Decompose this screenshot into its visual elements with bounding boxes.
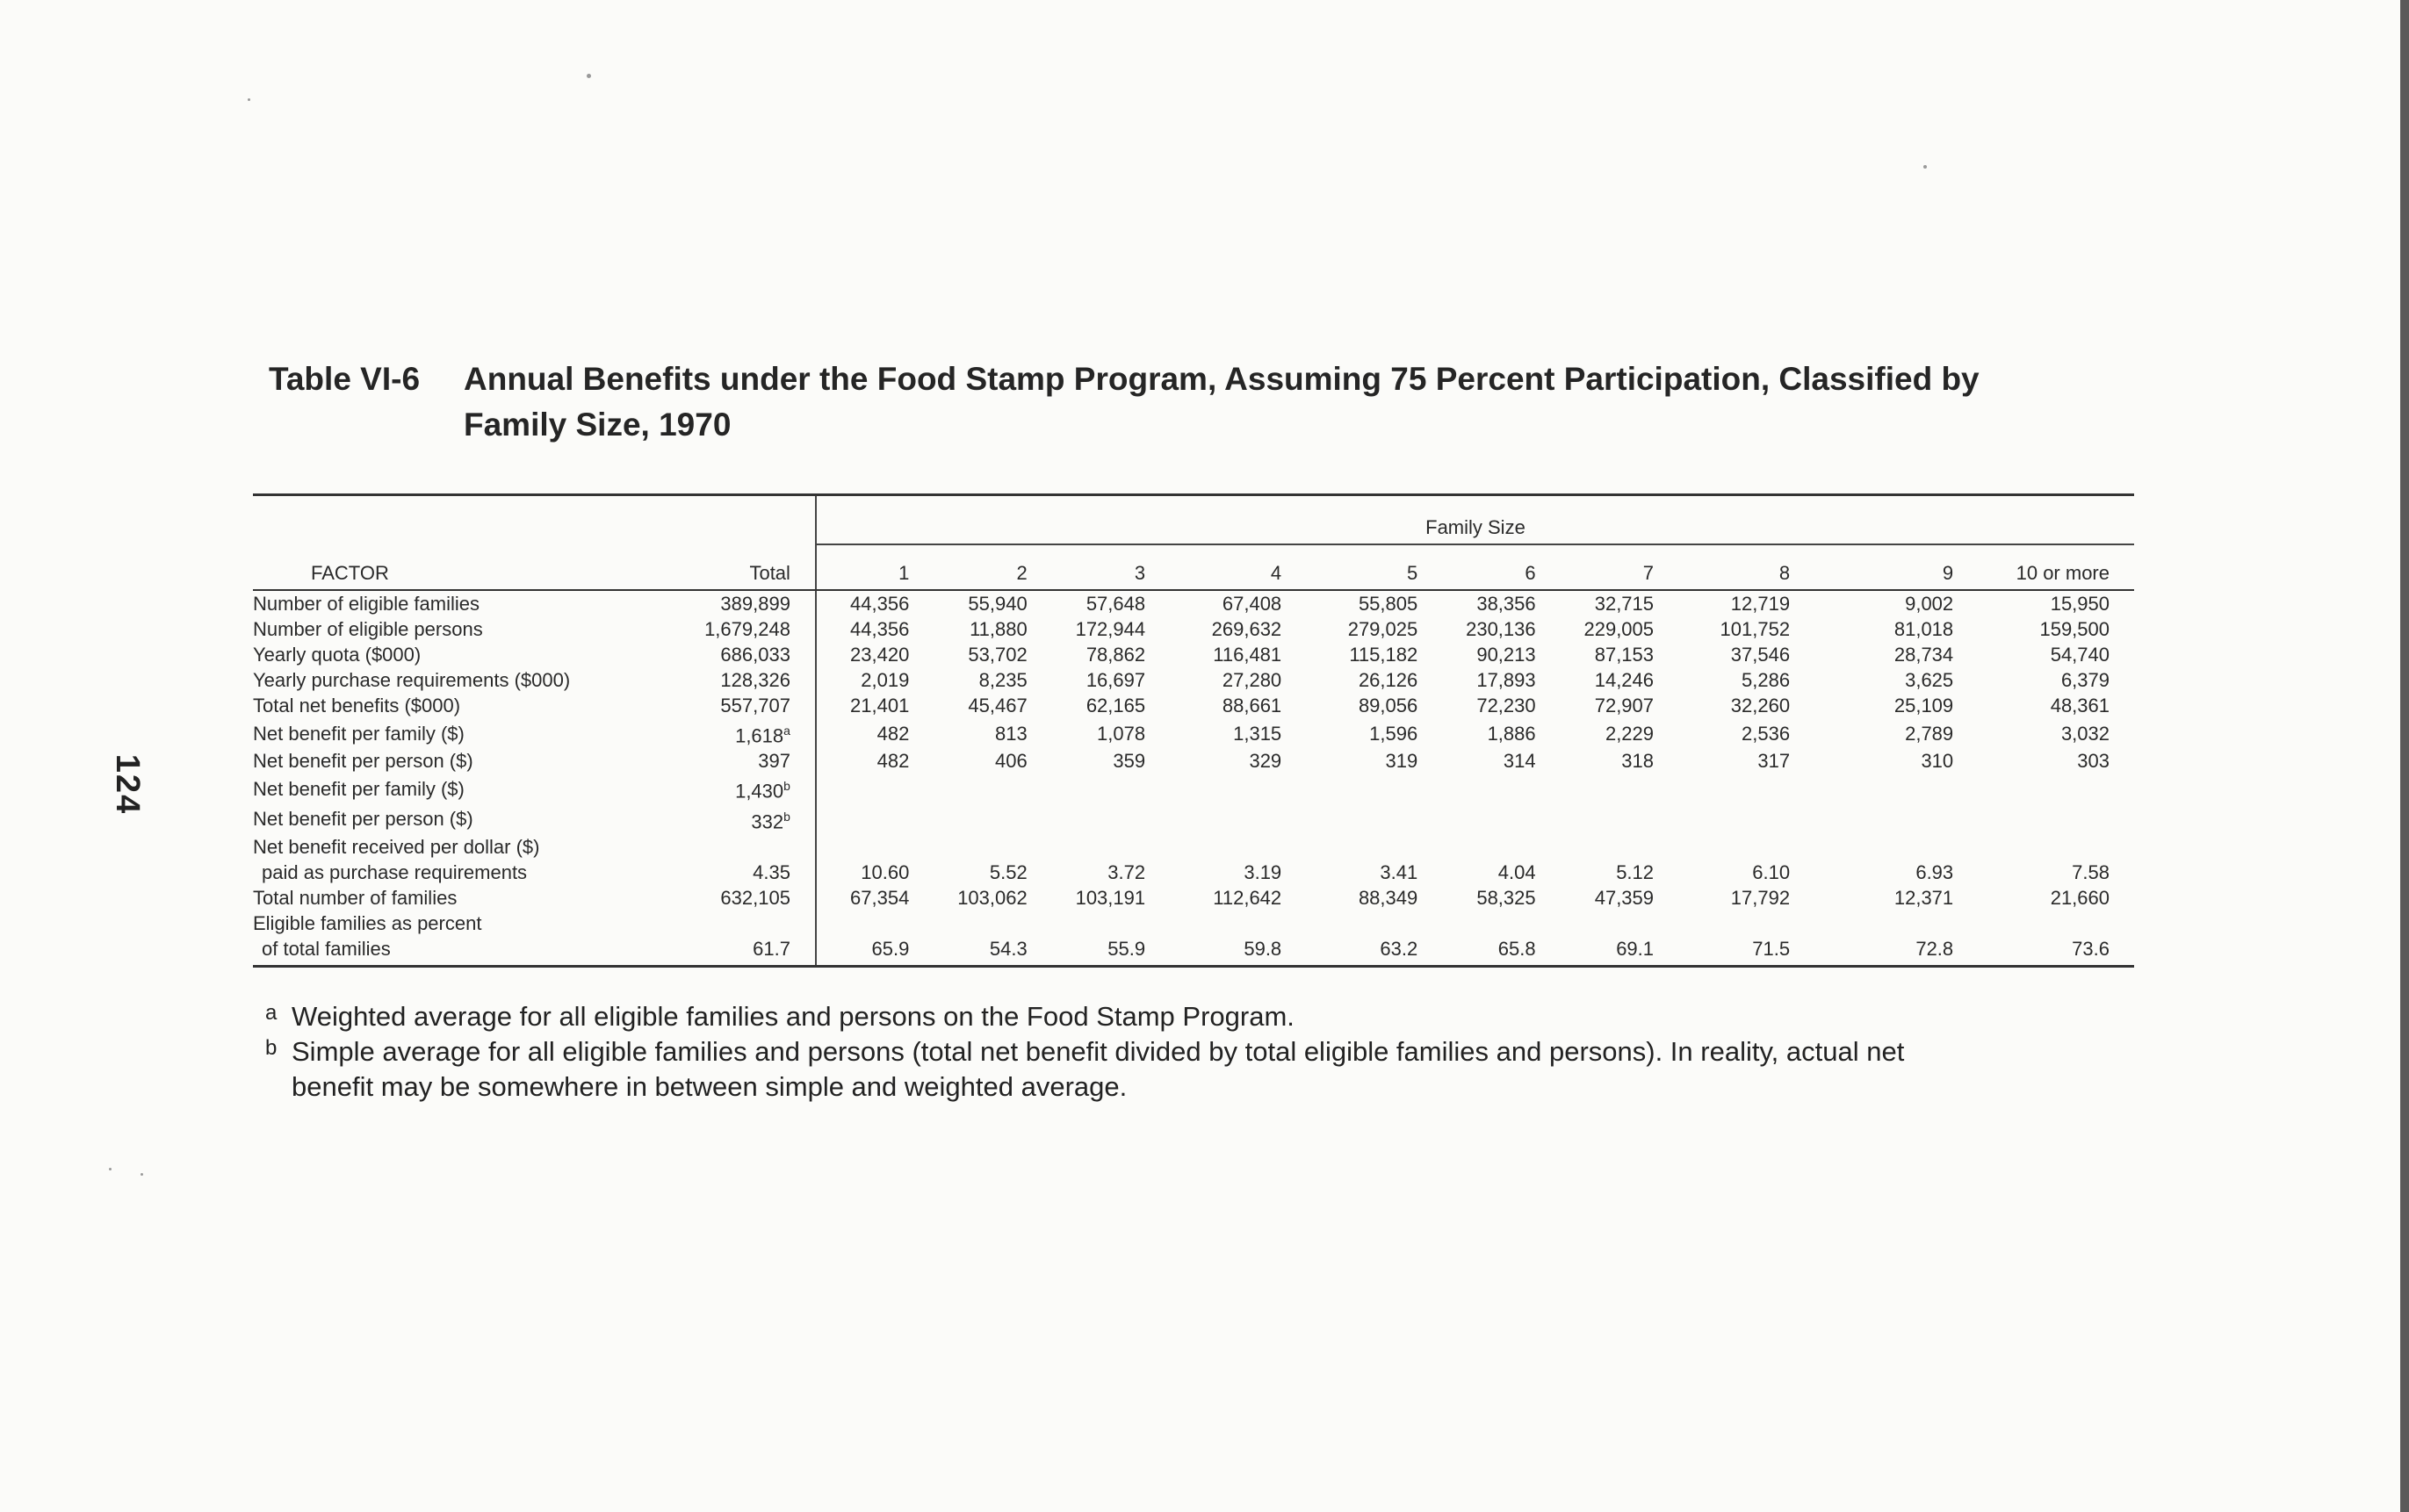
footnote-reference: b	[783, 809, 790, 824]
footnote-mark: b	[265, 1036, 278, 1060]
factor-cell: Number of eligible families	[253, 593, 480, 615]
value-cell	[1814, 804, 1978, 834]
value-cell: 5,286	[1742, 669, 1791, 691]
value-cell: 62,165	[1085, 695, 1146, 716]
total-value: 1,618	[735, 724, 784, 747]
value-cell: 57,648	[1085, 593, 1146, 615]
value-cell: 4.04	[1497, 860, 1536, 883]
factor-cell: Net benefit per person ($)	[253, 808, 473, 831]
table-label: Table VI-6	[269, 361, 421, 397]
factor-cell: Yearly purchase requirements ($000)	[253, 669, 571, 691]
table-row	[253, 748, 2134, 774]
value-cell: 67,408	[1222, 593, 1282, 615]
value-cell	[1561, 774, 1678, 803]
factor-cell: Total number of families	[253, 886, 458, 909]
value-cell: 6,379	[2060, 669, 2110, 691]
value-cell	[1678, 774, 1814, 803]
value-cell: 32,260	[1730, 695, 1791, 716]
column-header-family-size: 8	[1678, 544, 1814, 590]
column-header-family-size: 7	[1561, 544, 1678, 590]
value-cell: 28,734	[1893, 644, 1954, 666]
page-number: 124	[109, 753, 147, 816]
value-cell: 32,715	[1594, 593, 1655, 615]
value-cell: 7.58	[2072, 860, 2110, 883]
value-cell: 78,862	[1085, 644, 1146, 666]
table-row	[253, 642, 2134, 667]
factor-cell: Eligible families as percent	[253, 911, 482, 934]
value-cell: 6.93	[1915, 860, 1954, 883]
table-row	[253, 885, 2134, 911]
value-cell: 318	[1621, 750, 1655, 773]
value-cell: 12,371	[1893, 886, 1954, 909]
value-cell	[1170, 774, 1306, 803]
value-cell: 48,361	[2050, 695, 2110, 716]
value-cell	[934, 804, 1051, 834]
total-cell	[634, 718, 816, 748]
total-value: 61.7	[753, 937, 790, 960]
value-cell: 23,420	[816, 642, 934, 667]
value-cell	[816, 804, 934, 834]
value-cell	[1170, 804, 1306, 834]
value-cell: 229,005	[1583, 618, 1655, 640]
value-cell: 58,325	[1476, 886, 1536, 909]
value-cell	[1052, 911, 1170, 936]
value-cell: 87,153	[1594, 644, 1655, 666]
value-cell: 101,752	[1720, 618, 1791, 640]
value-cell: 55.9	[1052, 936, 1170, 967]
value-cell: 406	[995, 750, 1028, 773]
factor-cell: Net benefit per family ($)	[253, 722, 465, 745]
value-cell: 73.6	[1978, 936, 2134, 967]
value-cell: 269,632	[1211, 618, 1282, 640]
value-cell: 38,356	[1476, 593, 1536, 615]
value-cell: 17,893	[1476, 669, 1536, 691]
value-cell: 12,719	[1730, 593, 1791, 615]
value-cell	[1442, 804, 1560, 834]
value-cell: 65.9	[816, 936, 934, 967]
value-cell: 47,359	[1594, 886, 1655, 909]
total-cell	[634, 774, 816, 803]
value-cell	[1978, 804, 2134, 834]
value-cell	[816, 834, 934, 860]
value-cell: 55,805	[1358, 593, 1418, 615]
table-row	[253, 693, 2134, 718]
value-cell	[1170, 911, 1306, 936]
food-stamp-table	[253, 493, 2134, 968]
value-cell: 10.60	[816, 860, 934, 885]
scan-speck	[141, 1173, 143, 1176]
total-value: 1,679,248	[704, 618, 790, 640]
total-value: 128,326	[720, 669, 790, 691]
value-cell: 65.8	[1442, 936, 1560, 967]
value-cell: 159,500	[2039, 618, 2110, 640]
factor-cell: Net benefit per family ($)	[253, 777, 465, 800]
value-cell: 90,213	[1476, 644, 1536, 666]
total-value: 686,033	[720, 644, 790, 666]
value-cell	[1978, 911, 2134, 936]
table-row	[253, 774, 2134, 803]
total-cell	[634, 911, 816, 936]
value-cell: 54,740	[2050, 644, 2110, 666]
total-cell	[634, 693, 816, 718]
scan-speck	[587, 74, 591, 78]
value-cell	[1306, 774, 1442, 803]
table-row	[253, 834, 2134, 860]
value-cell	[1170, 834, 1306, 860]
value-cell	[1052, 774, 1170, 803]
value-cell	[1052, 804, 1170, 834]
value-cell: 112,642	[1213, 886, 1282, 909]
footnotes	[265, 999, 1987, 1105]
table-row	[253, 590, 2134, 616]
column-header-family-size: 5	[1306, 544, 1442, 590]
value-cell: 103,191	[1075, 886, 1146, 909]
factor-cell: paid as purchase requirements	[262, 860, 528, 883]
value-cell	[1306, 804, 1442, 834]
table-row	[253, 718, 2134, 748]
table-row	[253, 936, 2134, 967]
total-cell	[634, 590, 816, 616]
value-cell: 59.8	[1170, 936, 1306, 967]
total-value: 1,430	[735, 780, 784, 803]
value-cell: 172,944	[1075, 618, 1146, 640]
footnote-mark: a	[265, 1001, 278, 1025]
value-cell: 67,354	[816, 885, 934, 911]
value-cell: 359	[1113, 750, 1146, 773]
scan-speck	[109, 1168, 112, 1170]
total-cell	[634, 885, 816, 911]
value-cell: 329	[1249, 750, 1282, 773]
value-cell: 3.19	[1244, 860, 1282, 883]
value-cell: 11,880	[970, 618, 1028, 640]
value-cell: 230,136	[1466, 618, 1536, 640]
value-cell: 103,062	[957, 886, 1028, 909]
column-header-family-size: 6	[1442, 544, 1560, 590]
value-cell	[1814, 774, 1978, 803]
value-cell: 45,467	[968, 695, 1028, 716]
table-column-header-row	[253, 544, 2134, 590]
value-cell: 310	[1921, 750, 1954, 773]
value-cell: 3,032	[2060, 722, 2110, 745]
total-cell	[634, 616, 816, 642]
value-cell: 3,625	[1905, 669, 1954, 691]
column-header-family-size: 3	[1052, 544, 1170, 590]
value-cell: 116,481	[1213, 644, 1282, 666]
family-size-header: Family Size	[816, 495, 2134, 545]
value-cell	[816, 911, 934, 936]
value-cell: 319	[1385, 750, 1418, 773]
table-row	[253, 804, 2134, 834]
footnote-text: Weighted average for all eligible families and persons on the Food Stamp Program.	[292, 1001, 1295, 1032]
value-cell	[1978, 834, 2134, 860]
table-title: Annual Benefits under the Food Stamp Program, Assuming 75 Percent Participation, Classified by Family Size, 1970	[464, 361, 1980, 443]
value-cell: 2,536	[1742, 722, 1791, 745]
total-cell	[634, 642, 816, 667]
column-header-family-size: 10 or more	[1978, 544, 2134, 590]
value-cell: 53,702	[968, 644, 1028, 666]
value-cell: 44,356	[816, 616, 934, 642]
table-row	[253, 616, 2134, 642]
value-cell: 9,002	[1905, 593, 1954, 615]
value-cell	[1306, 911, 1442, 936]
factor-cell: Number of eligible persons	[253, 618, 483, 640]
value-cell: 813	[995, 722, 1028, 745]
value-cell: 3.41	[1380, 860, 1418, 883]
value-cell: 26,126	[1358, 669, 1418, 691]
value-cell: 3.72	[1107, 860, 1146, 883]
value-cell: 2,019	[816, 667, 934, 693]
footnote	[265, 999, 1987, 1034]
factor-cell: of total families	[253, 936, 634, 967]
total-value: 389,899	[720, 593, 790, 615]
value-cell: 88,349	[1358, 886, 1418, 909]
value-cell: 1,886	[1487, 722, 1536, 745]
value-cell: 55,940	[968, 593, 1028, 615]
value-cell: 115,182	[1349, 644, 1418, 666]
total-cell	[634, 860, 816, 885]
value-cell: 16,697	[1085, 669, 1146, 691]
value-cell: 25,109	[1893, 695, 1954, 716]
value-cell: 314	[1503, 750, 1536, 773]
table-row	[253, 911, 2134, 936]
value-cell: 2,229	[1605, 722, 1655, 745]
value-cell: 2,789	[1905, 722, 1954, 745]
total-value: 557,707	[720, 695, 790, 716]
value-cell	[934, 834, 1051, 860]
factor-cell: Total net benefits ($000)	[253, 695, 461, 716]
table-body	[253, 590, 2134, 966]
total-cell	[634, 748, 816, 774]
value-cell	[1306, 834, 1442, 860]
value-cell: 37,546	[1730, 644, 1791, 666]
value-cell: 303	[2077, 750, 2110, 773]
value-cell	[1814, 834, 1978, 860]
total-cell	[634, 667, 816, 693]
value-cell	[1561, 804, 1678, 834]
column-header-factor: FACTOR	[253, 544, 634, 590]
table-row	[253, 860, 2134, 885]
value-cell: 6.10	[1752, 860, 1791, 883]
scan-speck	[1923, 165, 1927, 169]
value-cell: 17,792	[1730, 886, 1791, 909]
total-cell	[634, 936, 816, 967]
value-cell: 72,907	[1594, 695, 1655, 716]
value-cell	[1978, 774, 2134, 803]
value-cell: 482	[816, 718, 934, 748]
scan-edge	[2400, 0, 2409, 1512]
column-header-family-size: 2	[934, 544, 1051, 590]
value-cell: 21,660	[2050, 886, 2110, 909]
factor-cell: Net benefit per person ($)	[253, 750, 473, 773]
value-cell: 81,018	[1893, 618, 1954, 640]
value-cell	[1442, 774, 1560, 803]
value-cell	[816, 774, 934, 803]
value-cell: 72.8	[1814, 936, 1978, 967]
value-cell: 88,661	[1222, 695, 1282, 716]
value-cell: 317	[1757, 750, 1791, 773]
total-value: 632,105	[720, 886, 790, 909]
column-header-family-size: 1	[816, 544, 934, 590]
value-cell	[1678, 834, 1814, 860]
value-cell	[934, 774, 1051, 803]
value-cell: 1,078	[1097, 722, 1146, 745]
value-cell	[1442, 834, 1560, 860]
value-cell	[1678, 911, 1814, 936]
value-cell: 8,235	[978, 669, 1028, 691]
value-cell: 89,056	[1358, 695, 1418, 716]
value-cell: 279,025	[1347, 618, 1418, 640]
value-cell: 54.3	[934, 936, 1051, 967]
table-group-header-row	[253, 495, 2134, 545]
value-cell: 482	[816, 748, 934, 774]
value-cell: 44,356	[816, 590, 934, 616]
column-header-family-size: 4	[1170, 544, 1306, 590]
value-cell: 63.2	[1306, 936, 1442, 967]
total-value: 4.35	[753, 860, 790, 883]
value-cell: 21,401	[816, 693, 934, 718]
value-cell: 5.52	[989, 860, 1028, 883]
value-cell	[1678, 804, 1814, 834]
table-row	[253, 667, 2134, 693]
column-header-family-size: 9	[1814, 544, 1978, 590]
scan-speck	[248, 98, 250, 101]
value-cell: 71.5	[1678, 936, 1814, 967]
value-cell	[1561, 911, 1678, 936]
total-value: 397	[758, 750, 790, 773]
footnote-reference: b	[783, 779, 790, 794]
value-cell	[934, 911, 1051, 936]
footnote-reference: a	[783, 724, 790, 738]
factor-cell: Net benefit received per dollar ($)	[253, 835, 540, 858]
value-cell: 1,596	[1369, 722, 1418, 745]
total-cell	[634, 834, 816, 860]
value-cell: 1,315	[1233, 722, 1282, 745]
column-header-total: Total	[634, 544, 816, 590]
value-cell: 15,950	[2050, 593, 2110, 615]
value-cell: 27,280	[1222, 669, 1282, 691]
value-cell: 14,246	[1594, 669, 1655, 691]
footnote-text: Simple average for all eligible families and persons (total net benefit divided by total eligible families and persons). In reality, actual net benefit may be somewhere in between simple and weighted average.	[292, 1036, 1905, 1102]
factor-cell: Yearly quota ($000)	[253, 644, 422, 666]
footnote	[265, 1034, 1987, 1105]
value-cell	[1561, 834, 1678, 860]
total-cell	[634, 804, 816, 834]
value-cell	[1052, 834, 1170, 860]
value-cell	[1442, 911, 1560, 936]
total-value: 332	[751, 810, 784, 832]
value-cell: 69.1	[1561, 936, 1678, 967]
value-cell	[1814, 911, 1978, 936]
value-cell: 72,230	[1476, 695, 1536, 716]
value-cell: 5.12	[1616, 860, 1655, 883]
